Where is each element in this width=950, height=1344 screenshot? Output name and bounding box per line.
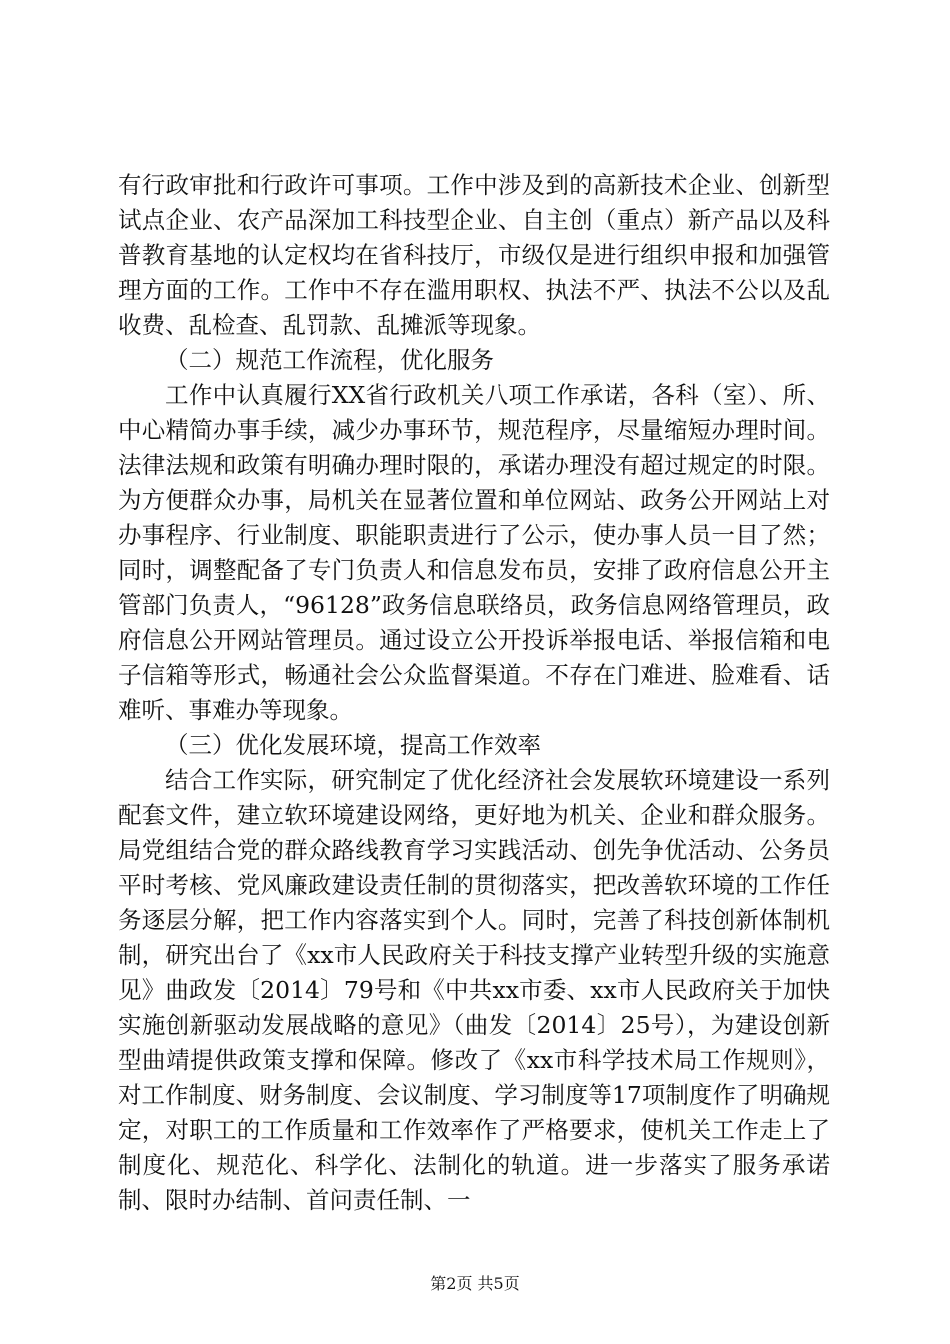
paragraph-continued: 有行政审批和行政许可事项。工作中涉及到的高新技术企业、创新型试点企业、农产品深加工科技型企业、自主创（重点）新产品以及科普教育基地的认定权均在省科技厅，市级仅是进行组织申报和加强管理方面的工作。工作中不存在滥用职权、执法不严、执法不公以及乱收费、乱检查、乱罚款、乱摊派等现象。: [118, 171, 830, 339]
section-heading-2: （二）规范工作流程，优化服务: [165, 346, 494, 374]
paragraph-environment: 结合工作实际，研究制定了优化经济社会发展软环境建设一系列配套文件，建立软环境建设网络，更好地为机关、企业和群众服务。局党组结合党的群众路线教育学习实践活动、创先争优活动、公务员平时考核、党风廉政建设责任制的贯彻落实，把改善软环境的工作任务逐层分解，把工作内容落实到个人。同时，完善了科技创新体制机制，研究出台了《xx市人民政府关于科技支撑产业转型升级的实施意见》曲政发〔2014〕79号和《中共xx市委、xx市人民政府关于加快实施创新驱动发展战略的意见》（曲发〔2014〕25号），为建设创新型曲靖提供政策支撑和保障。修改了《xx市科学技术局工作规则》，对工作制度、财务制度、会议制度、学习制度等17项制度作了明确规定，对职工的工作质量和工作效率作了严格要求，使机关工作走上了制度化、规范化、科学化、法制化的轨道。进一步落实了服务承诺制、限时办结制、首问责任制、一: [118, 766, 830, 1214]
section-heading-3: （三）优化发展环境，提高工作效率: [165, 731, 541, 759]
page-number-footer: 第2页 共5页: [430, 1274, 520, 1293]
document-body: [118, 168, 830, 1218]
paragraph-workflow: 工作中认真履行XX省行政机关八项工作承诺，各科（室）、所、中心精简办事手续，减少办事环节，规范程序，尽量缩短办理时间。法律法规和政策有明确办理时限的，承诺办理没有超过规定的时限。为方便群众办事，局机关在显著位置和单位网站、政务公开网站上对办事程序、行业制度、职能职责进行了公示，使办事人员一目了然；同时，调整配备了专门负责人和信息发布员，安排了政府信息公开主管部门负责人，“96128”政务信息联络员，政务信息网络管理员，政府信息公开网站管理员。通过设立公开投诉举报电话、举报信箱和电子信箱等形式，畅通社会公众监督渠道。不存在门难进、脸难看、话难听、事难办等现象。: [118, 381, 830, 724]
